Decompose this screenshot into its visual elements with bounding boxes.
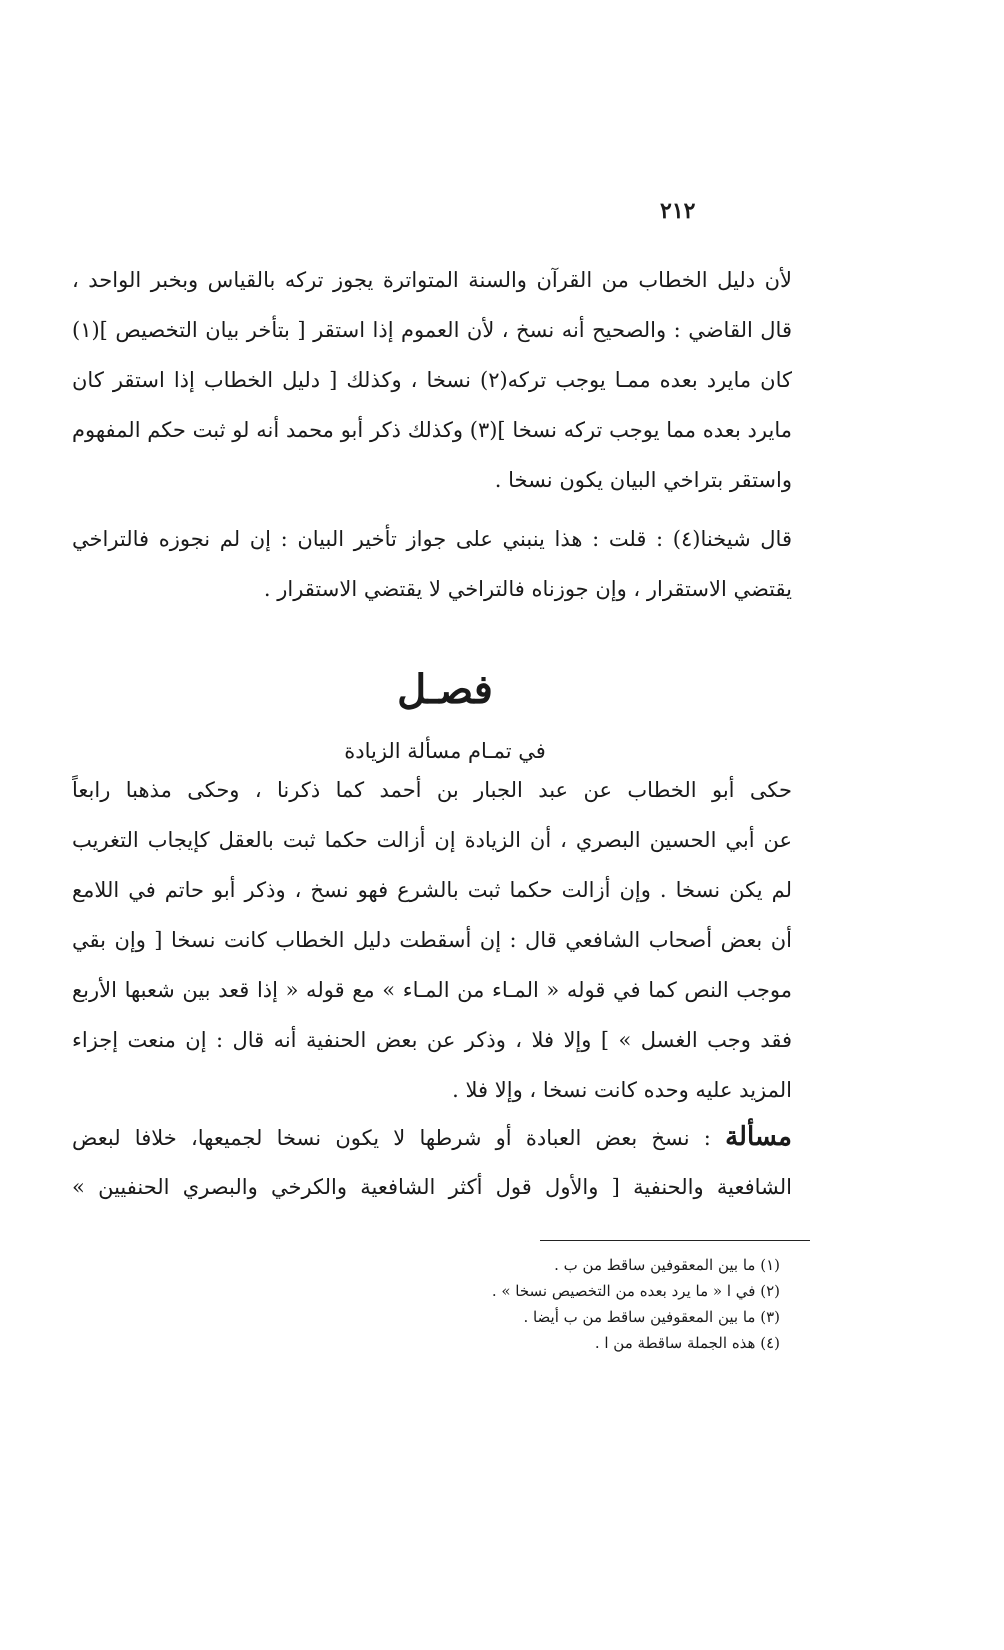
footnote: (٤) هذه الجملة ساقطة من ا . xyxy=(594,1334,780,1352)
paragraph-1 xyxy=(72,255,792,505)
paragraph-3 xyxy=(72,765,792,1115)
text-line: كان مايرد بعده ممـا يوجب تركه(٢) نسخا ، وكذلك [ دليل الخطاب إذا استقر كان xyxy=(72,368,792,392)
text-line: موجب النص كما في قوله « المـاء من المـاء » مع قوله « إذا قعد بين شعبها الأربع xyxy=(72,978,792,1002)
text-line: أن بعض أصحاب الشافعي قال : إن أسقطت دليل الخطاب كانت نسخا [ وإن بقي xyxy=(72,928,792,952)
page-number: ٢١٢ xyxy=(660,198,696,224)
footnote: (١) ما بين المعقوفين ساقط من ب . xyxy=(554,1256,780,1274)
text-line: قال شيخنا(٤) : قلت : هذا ينبني على جواز تأخير البيان : إن لم نجوزه فالتراخي xyxy=(72,527,792,551)
text-line: لم يكن نسخا . وإن أزالت حكما ثبت بالشرع فهو نسخ ، وذكر أبو حاتم في اللامع xyxy=(72,878,792,902)
text-line: يقتضي الاستقرار ، وإن جوزناه فالتراخي لا يقتضي الاستقرار . xyxy=(263,577,792,601)
issue-term: مسألة xyxy=(725,1122,792,1152)
text-line xyxy=(72,1112,792,1162)
text-line: لأن دليل الخطاب من القرآن والسنة المتواترة يجوز تركه بالقياس وبخبر الواحد ، xyxy=(72,268,792,292)
text-line: الشافعية والحنفية [ والأول قول أكثر الشافعية والكرخي والبصري الحنفيين » xyxy=(72,1175,792,1199)
issue-text: : نسخ بعض العبادة أو شرطها لا يكون نسخا لجميعها، خلافا لبعض xyxy=(72,1126,711,1150)
footnote-divider xyxy=(540,1240,810,1241)
text-line: فقد وجب الغسل » ] وإلا فلا ، وذكر عن بعض الحنفية أنه قال : إن منعت إجزاء xyxy=(72,1028,792,1052)
section-heading: فصـل xyxy=(397,666,493,713)
section-subheading: في تمـام مسألة الزيادة xyxy=(344,739,546,763)
paragraph-2 xyxy=(72,514,792,614)
text-line: واستقر بتراخي البيان يكون نسخا . xyxy=(494,468,792,492)
footnote: (٣) ما بين المعقوفين ساقط من ب أيضا . xyxy=(523,1308,780,1326)
text-line: عن أبي الحسين البصري ، أن الزيادة إن أزالت حكما ثبت بالعقل كإيجاب التغريب xyxy=(72,828,792,852)
footnotes xyxy=(380,1252,780,1356)
text-line: قال القاضي : والصحيح أنه نسخ ، لأن العموم إذا استقر [ بتأخر بيان التخصيص ](١) xyxy=(72,318,792,342)
paragraph-4 xyxy=(72,1112,792,1212)
text-line: المزيد عليه وحده كانت نسخا ، وإلا فلا . xyxy=(452,1078,792,1102)
footnote: (٢) في ا « ما يرد بعده من التخصيص نسخا » . xyxy=(491,1282,780,1300)
text-line: مايرد بعده مما يوجب تركه نسخا ](٣) وكذلك ذكر أبو محمد أنه لو ثبت حكم المفهوم xyxy=(72,418,792,442)
text-line: حكى أبو الخطاب عن عبد الجبار بن أحمد كما ذكرنا ، وحكى مذهبا رابعاً xyxy=(72,778,792,802)
